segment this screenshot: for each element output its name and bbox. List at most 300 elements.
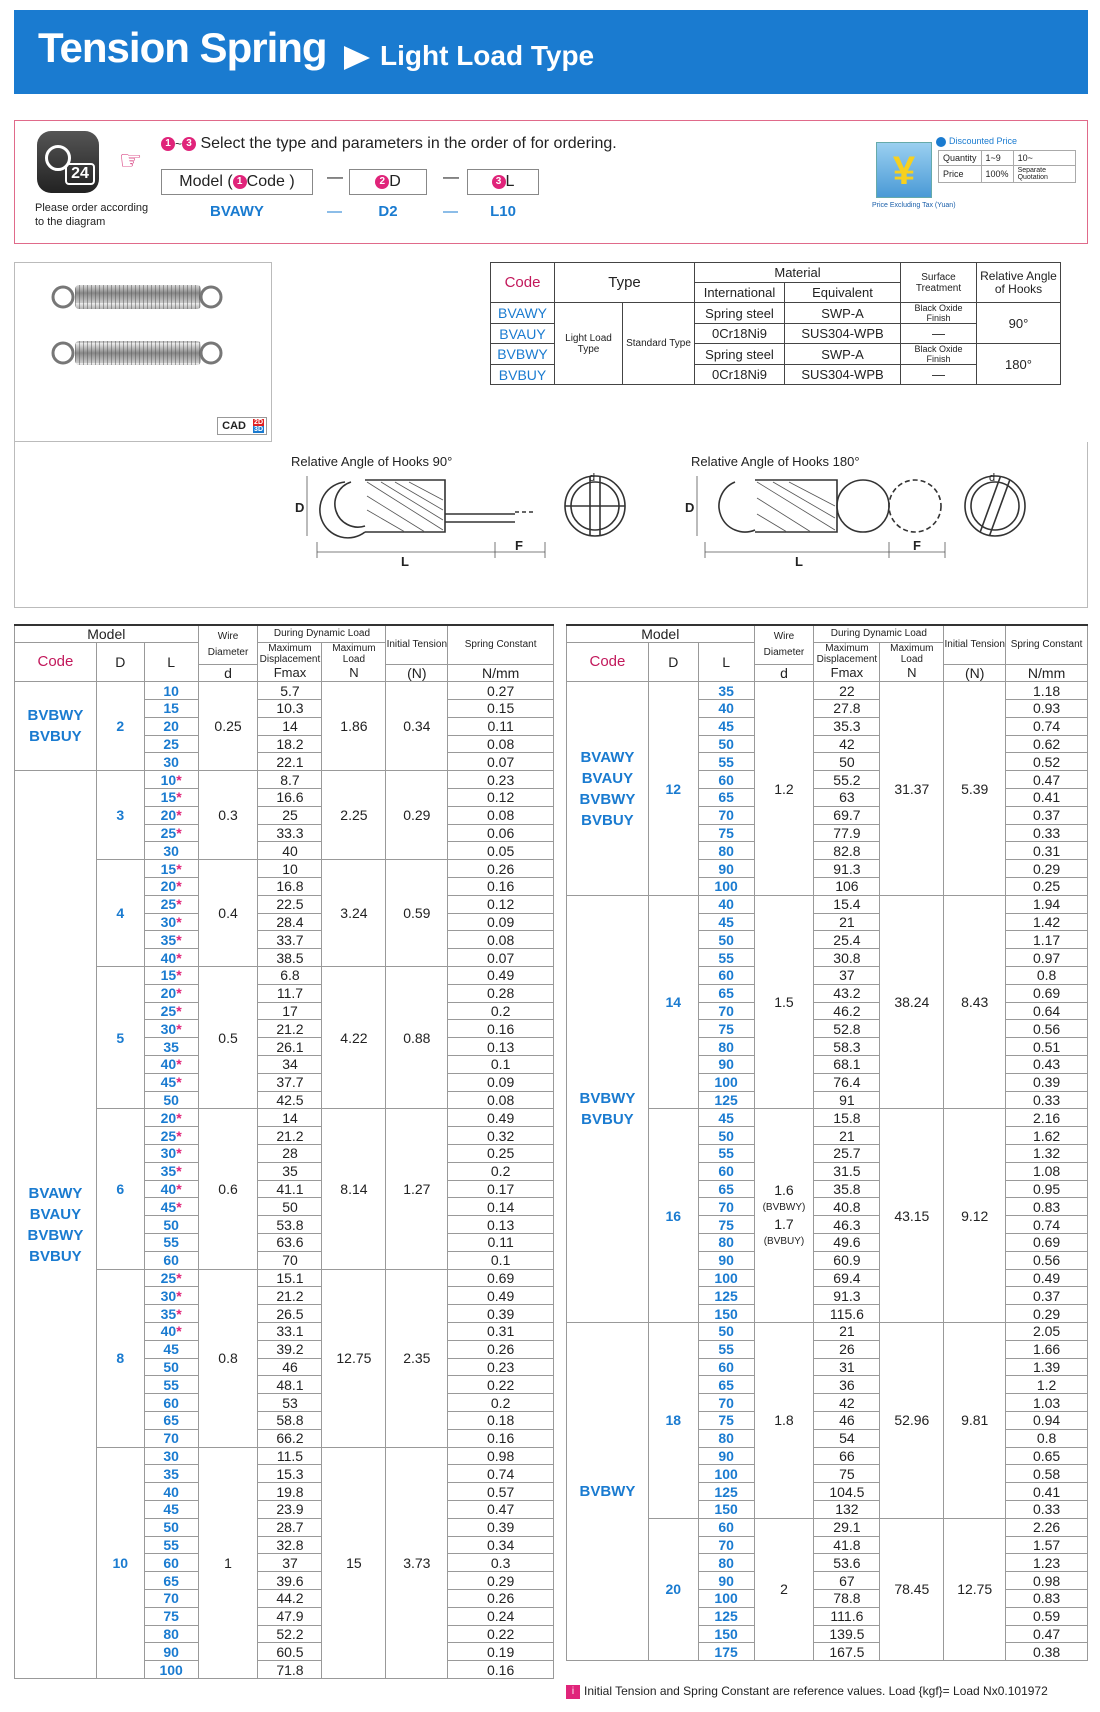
length-cell[interactable]: 90 xyxy=(698,860,754,878)
spring-constant-cell: 0.09 xyxy=(448,913,554,931)
length-cell[interactable]: 60 xyxy=(698,1358,754,1376)
length-cell[interactable]: 40 xyxy=(698,895,754,913)
length-cell[interactable]: 90 xyxy=(698,1056,754,1074)
l-box: 3 L xyxy=(467,169,539,195)
fmax-cell: 70 xyxy=(258,1251,322,1269)
spring-constant-cell: 0.09 xyxy=(448,1073,554,1091)
model-code-value: BVAWY xyxy=(210,203,264,220)
spring-constant-cell: 0.69 xyxy=(1006,984,1088,1002)
length-cell[interactable]: 90 xyxy=(144,1643,198,1661)
length-cell[interactable]: 20 xyxy=(144,717,198,735)
page-subtitle: Light Load Type xyxy=(380,40,595,71)
length-cell[interactable]: 20* xyxy=(144,1109,198,1127)
length-cell[interactable]: 20* xyxy=(144,984,198,1002)
table-row xyxy=(15,682,554,700)
length-cell[interactable]: 50 xyxy=(698,931,754,949)
length-cell[interactable]: 25* xyxy=(144,824,198,842)
spring-constant-cell: 0.28 xyxy=(448,984,554,1002)
model-code: BVBWY BVBUY xyxy=(567,895,649,1322)
length-cell[interactable]: 100 xyxy=(698,878,754,896)
spring-constant-cell: 0.49 xyxy=(448,1287,554,1305)
length-cell[interactable]: 40* xyxy=(144,1056,198,1074)
length-cell[interactable]: 55 xyxy=(698,1340,754,1358)
length-cell[interactable]: 70 xyxy=(144,1429,198,1447)
diagram-180-title: Relative Angle of Hooks 180° xyxy=(691,454,860,469)
spring-constant-cell: 0.2 xyxy=(448,1162,554,1180)
max-load-cell: 38.24 xyxy=(880,895,944,1109)
length-cell[interactable]: 80 xyxy=(698,1234,754,1252)
spring-constant-cell: 0.08 xyxy=(448,806,554,824)
spring-constant-cell: 0.18 xyxy=(448,1411,554,1429)
fmax-cell: 71.8 xyxy=(258,1661,322,1679)
length-cell[interactable]: 65 xyxy=(144,1572,198,1590)
fmax-cell: 37 xyxy=(258,1554,322,1572)
fmax-cell: 22 xyxy=(814,682,880,700)
length-cell[interactable]: 40* xyxy=(144,1322,198,1340)
length-cell[interactable]: 15 xyxy=(144,700,198,718)
length-cell[interactable]: 25* xyxy=(144,1002,198,1020)
wire-diameter-cell: 1.6 (BVBWY) 1.7 (BVBUY) xyxy=(754,1109,814,1323)
initial-tension-cell: 0.29 xyxy=(386,771,448,860)
length-cell[interactable]: 40 xyxy=(144,1483,198,1501)
diameter-cell: 3 xyxy=(96,771,144,860)
length-cell[interactable]: 75 xyxy=(144,1607,198,1625)
initial-tension-cell: 8.43 xyxy=(944,895,1006,1109)
fmax-cell: 35.8 xyxy=(814,1180,880,1198)
length-cell[interactable]: 30* xyxy=(144,1020,198,1038)
length-cell[interactable]: 20* xyxy=(144,878,198,896)
fmax-cell: 25.7 xyxy=(814,1145,880,1163)
wire-diameter-cell: 2 xyxy=(754,1518,814,1660)
length-cell[interactable]: 10 xyxy=(144,682,198,700)
length-cell[interactable]: 90 xyxy=(698,1447,754,1465)
spring-constant-cell: 0.33 xyxy=(1006,1500,1088,1518)
length-cell[interactable]: 35 xyxy=(698,682,754,700)
yen-icon: ¥ xyxy=(876,142,932,198)
spring-constant-cell: 0.47 xyxy=(448,1500,554,1518)
fmax-cell: 33.3 xyxy=(258,824,322,842)
spring-constant-cell: 0.26 xyxy=(448,1589,554,1607)
fmax-cell: 60.9 xyxy=(814,1251,880,1269)
spring-constant-cell: 1.18 xyxy=(1006,682,1088,700)
wire-diameter-cell: 1.8 xyxy=(754,1322,814,1518)
spring-constant-cell: 0.93 xyxy=(1006,700,1088,718)
length-cell[interactable]: 10* xyxy=(144,771,198,789)
fmax-cell: 31.5 xyxy=(814,1162,880,1180)
initial-tension-cell: 0.59 xyxy=(386,860,448,967)
length-cell[interactable]: 70 xyxy=(698,806,754,824)
fmax-cell: 63 xyxy=(814,789,880,807)
fmax-cell: 76.4 xyxy=(814,1073,880,1091)
spring-constant-cell: 0.38 xyxy=(1006,1643,1088,1661)
length-cell[interactable]: 100 xyxy=(698,1073,754,1091)
spring-constant-cell: 0.32 xyxy=(448,1127,554,1145)
spring-constant-cell: 0.51 xyxy=(1006,1038,1088,1056)
diameter-cell: 6 xyxy=(96,1109,144,1269)
length-cell[interactable]: 80 xyxy=(144,1625,198,1643)
length-cell[interactable]: 20* xyxy=(144,806,198,824)
length-cell[interactable]: 55 xyxy=(144,1376,198,1394)
diameter-cell: 8 xyxy=(96,1269,144,1447)
spring-constant-cell: 0.19 xyxy=(448,1643,554,1661)
spring-constant-cell: 0.16 xyxy=(448,878,554,896)
spring-constant-cell: 0.1 xyxy=(448,1251,554,1269)
fmax-cell: 55.2 xyxy=(814,771,880,789)
length-cell[interactable]: 60 xyxy=(698,1162,754,1180)
length-cell[interactable]: 40* xyxy=(144,1180,198,1198)
length-cell[interactable]: 30 xyxy=(144,842,198,860)
length-cell[interactable]: 80 xyxy=(698,1038,754,1056)
spring-constant-cell: 0.11 xyxy=(448,717,554,735)
spring-constant-cell: 0.16 xyxy=(448,1661,554,1679)
spring-constant-cell: 0.3 xyxy=(448,1554,554,1572)
length-cell[interactable]: 150 xyxy=(698,1305,754,1323)
fmax-cell: 91.3 xyxy=(814,1287,880,1305)
length-cell[interactable]: 75 xyxy=(698,824,754,842)
length-cell[interactable]: 60 xyxy=(144,1251,198,1269)
spring-constant-cell: 0.37 xyxy=(1006,806,1088,824)
length-cell[interactable]: 15* xyxy=(144,860,198,878)
fmax-cell: 111.6 xyxy=(814,1607,880,1625)
diameter-cell: 20 xyxy=(648,1518,698,1660)
fmax-cell: 15.1 xyxy=(258,1269,322,1287)
d-box: 2 D xyxy=(349,169,427,195)
length-cell[interactable]: 45 xyxy=(698,1109,754,1127)
length-cell[interactable]: 70 xyxy=(698,1536,754,1554)
spring-constant-cell: 0.74 xyxy=(1006,717,1088,735)
length-cell[interactable]: 35 xyxy=(144,1465,198,1483)
fmax-cell: 104.5 xyxy=(814,1483,880,1501)
spring-constant-cell: 0.24 xyxy=(448,1607,554,1625)
length-cell[interactable]: 80 xyxy=(698,1429,754,1447)
max-load-cell: 1.86 xyxy=(322,682,386,771)
length-cell[interactable]: 75 xyxy=(698,1411,754,1429)
spec-table-right: Model Wire Diameter During Dynamic Load Initial Tension Spring Constant Code D L Maximum Displacement Fmax Maximum Load N d (N) N/mm BVAWY BVAUY BVBWY BVBUY 12 35 1.2 22 31.37 5.39 1.18 40 27.8 0.93 45 35.3 0.74 50 42 0.62 55 50 0.52 60 55.2 0.47 65 63 0.41 70 69.7 0.37 75 77.9 0.33 80 82.8 0.31 90 91.3 0.29 100 106 0.25 BVBWY BVBUY 14 40 1.5 15.4 38.24 8.43 1.94 45 21 1.42 50 25.4 1.17 55 30.8 0.97 60 37 0.8 65 43.2 0.69 70 46.2 0.64 75 52.8 0.56 80 58.3 0.51 90 68.1 0.43 100 76.4 0.39 125 91 0.33 16 45 1.6 (BVBWY) 1.7 (BVBUY) 15.8 43.15 9.12 2.16 50 21 1.62 55 25.7 1.32 60 31.5 1.08 65 35.8 0.95 70 40.8 0.83 75 46.3 0.74 80 49.6 0.69 90 60.9 0.56 100 69.4 0.49 125 91.3 0.37 150 115.6 0.29 BVBWY 18 50 1.8 21 52.96 9.81 2.05 55 26 1.66 60 31 1.39 65 36 1.2 70 42 1.03 75 46 0.94 80 54 0.8 90 66 0.65 100 75 0.58 125 104.5 0.41 150 132 0.33 20 60 2 29.1 78.45 12.75 2.26 70 41.8 1.57 80 53.6 1.23 90 67 0.98 100 78.8 0.83 125 111.6 0.59 150 139.5 0.47 175 167.5 0.38 xyxy=(566,624,1088,1661)
length-cell[interactable]: 125 xyxy=(698,1287,754,1305)
diagram-90-title: Relative Angle of Hooks 90° xyxy=(291,454,453,469)
spring-constant-cell: 0.17 xyxy=(448,1180,554,1198)
spring-constant-cell: 0.98 xyxy=(1006,1572,1088,1590)
fmax-cell: 11.5 xyxy=(258,1447,322,1465)
fmax-cell: 25 xyxy=(258,806,322,824)
fmax-cell: 67 xyxy=(814,1572,880,1590)
spring-constant-cell: 0.34 xyxy=(448,1536,554,1554)
wire-diameter-cell: 0.5 xyxy=(198,967,258,1109)
fmax-cell: 16.8 xyxy=(258,878,322,896)
fmax-cell: 69.4 xyxy=(814,1269,880,1287)
model-code: BVBWY BVBUY xyxy=(15,682,97,771)
spring-constant-cell: 0.8 xyxy=(1006,967,1088,985)
spring-constant-cell: 0.47 xyxy=(1006,771,1088,789)
header-banner xyxy=(14,10,1088,94)
spring-constant-cell: 0.69 xyxy=(448,1269,554,1287)
fmax-cell: 8.7 xyxy=(258,771,322,789)
length-cell[interactable]: 150 xyxy=(698,1500,754,1518)
length-cell[interactable]: 45* xyxy=(144,1073,198,1091)
fmax-cell: 39.6 xyxy=(258,1572,322,1590)
length-cell[interactable]: 30* xyxy=(144,913,198,931)
spring-constant-cell: 1.32 xyxy=(1006,1145,1088,1163)
fmax-cell: 66.2 xyxy=(258,1429,322,1447)
max-load-cell: 4.22 xyxy=(322,967,386,1109)
length-cell[interactable]: 60 xyxy=(698,771,754,789)
length-cell[interactable]: 45* xyxy=(144,1198,198,1216)
footnote: i Initial Tension and Spring Constant are reference values. Load {kgf}= Load Nx0.101972 xyxy=(566,1684,1048,1699)
length-cell[interactable]: 80 xyxy=(698,1554,754,1572)
fmax-cell: 63.6 xyxy=(258,1234,322,1252)
length-cell[interactable]: 70 xyxy=(144,1589,198,1607)
length-cell[interactable]: 150 xyxy=(698,1625,754,1643)
length-cell[interactable]: 50 xyxy=(698,1322,754,1340)
length-cell[interactable]: 90 xyxy=(698,1251,754,1269)
length-cell[interactable]: 55 xyxy=(698,1145,754,1163)
fmax-cell: 75 xyxy=(814,1465,880,1483)
fmax-cell: 5.7 xyxy=(258,682,322,700)
length-cell[interactable]: 125 xyxy=(698,1091,754,1109)
fmax-cell: 26 xyxy=(814,1340,880,1358)
fmax-cell: 50 xyxy=(814,753,880,771)
length-cell[interactable]: 30 xyxy=(144,753,198,771)
spring-constant-cell: 0.11 xyxy=(448,1234,554,1252)
fmax-cell: 27.8 xyxy=(814,700,880,718)
length-cell[interactable]: 25* xyxy=(144,1127,198,1145)
spring-constant-cell: 1.08 xyxy=(1006,1162,1088,1180)
spring-constant-cell: 0.27 xyxy=(448,682,554,700)
length-cell[interactable]: 70 xyxy=(698,1002,754,1020)
length-cell[interactable]: 100 xyxy=(144,1661,198,1679)
length-cell[interactable]: 50 xyxy=(698,1127,754,1145)
spring-constant-cell: 0.69 xyxy=(1006,1234,1088,1252)
spring-constant-cell: 0.16 xyxy=(448,1020,554,1038)
length-cell[interactable]: 35 xyxy=(144,1038,198,1056)
fmax-cell: 78.8 xyxy=(814,1589,880,1607)
spring-constant-cell: 0.57 xyxy=(448,1483,554,1501)
fmax-cell: 33.1 xyxy=(258,1322,322,1340)
length-cell[interactable]: 90 xyxy=(698,1572,754,1590)
spring-constant-cell: 0.15 xyxy=(448,700,554,718)
fmax-cell: 30.8 xyxy=(814,949,880,967)
fmax-cell: 25.4 xyxy=(814,931,880,949)
length-cell[interactable]: 35* xyxy=(144,931,198,949)
length-cell[interactable]: 60 xyxy=(144,1394,198,1412)
model-code: BVAWY BVAUY BVBWY BVBUY xyxy=(15,771,97,1679)
length-cell[interactable]: 75 xyxy=(698,1020,754,1038)
fmax-cell: 54 xyxy=(814,1429,880,1447)
spring-constant-cell: 0.8 xyxy=(1006,1429,1088,1447)
spring-image xyxy=(15,263,273,403)
max-load-cell: 43.15 xyxy=(880,1109,944,1323)
length-cell[interactable]: 45 xyxy=(144,1500,198,1518)
model-code: BVAWY BVAUY BVBWY BVBUY xyxy=(567,682,649,896)
length-cell[interactable]: 50 xyxy=(698,735,754,753)
diameter-cell: 18 xyxy=(648,1322,698,1518)
fmax-cell: 10 xyxy=(258,860,322,878)
spring-constant-cell: 0.64 xyxy=(1006,1002,1088,1020)
spring-constant-cell: 0.62 xyxy=(1006,735,1088,753)
length-cell[interactable]: 50 xyxy=(144,1518,198,1536)
length-cell[interactable]: 65 xyxy=(144,1411,198,1429)
fmax-cell: 38.5 xyxy=(258,949,322,967)
length-cell[interactable]: 60 xyxy=(144,1554,198,1572)
initial-tension-cell: 9.12 xyxy=(944,1109,1006,1323)
length-cell[interactable]: 100 xyxy=(698,1465,754,1483)
length-cell[interactable]: 55 xyxy=(144,1234,198,1252)
length-cell[interactable]: 70 xyxy=(698,1198,754,1216)
spring-constant-cell: 0.74 xyxy=(1006,1216,1088,1234)
spring-constant-cell: 0.07 xyxy=(448,753,554,771)
spring-constant-cell: 1.39 xyxy=(1006,1358,1088,1376)
length-cell[interactable]: 40* xyxy=(144,949,198,967)
diameter-cell: 2 xyxy=(96,682,144,771)
fmax-cell: 42 xyxy=(814,1394,880,1412)
initial-tension-cell: 9.81 xyxy=(944,1322,1006,1518)
spring-constant-cell: 0.08 xyxy=(448,735,554,753)
wire-diameter-cell: 1 xyxy=(198,1447,258,1678)
spring-constant-cell: 0.22 xyxy=(448,1625,554,1643)
length-cell[interactable]: 65 xyxy=(698,984,754,1002)
length-cell[interactable]: 30 xyxy=(144,1447,198,1465)
spring-constant-cell: 0.98 xyxy=(448,1447,554,1465)
length-cell[interactable]: 80 xyxy=(698,842,754,860)
length-cell[interactable]: 125 xyxy=(698,1483,754,1501)
fmax-cell: 14 xyxy=(258,717,322,735)
spring-constant-cell: 1.42 xyxy=(1006,913,1088,931)
diameter-cell: 4 xyxy=(96,860,144,967)
fmax-cell: 44.2 xyxy=(258,1589,322,1607)
fmax-cell: 91.3 xyxy=(814,860,880,878)
wire-diameter-cell: 0.25 xyxy=(198,682,258,771)
spring-constant-cell: 0.47 xyxy=(1006,1625,1088,1643)
spring-constant-cell: 1.94 xyxy=(1006,895,1088,913)
length-cell[interactable]: 65 xyxy=(698,789,754,807)
fmax-cell: 50 xyxy=(258,1198,322,1216)
length-cell[interactable]: 55 xyxy=(144,1536,198,1554)
length-cell[interactable]: 30* xyxy=(144,1145,198,1163)
spring-constant-cell: 0.56 xyxy=(1006,1251,1088,1269)
fmax-cell: 32.8 xyxy=(258,1536,322,1554)
length-cell[interactable]: 50 xyxy=(144,1091,198,1109)
length-cell[interactable]: 65 xyxy=(698,1376,754,1394)
table-row xyxy=(567,1322,1088,1340)
length-cell[interactable]: 125 xyxy=(698,1607,754,1625)
initial-tension-cell: 0.88 xyxy=(386,967,448,1109)
order-instruction: 1 ~ 3 Select the type and parameters in the order of for ordering. xyxy=(161,135,617,153)
diameter-cell: 16 xyxy=(648,1109,698,1323)
initial-tension-cell: 1.27 xyxy=(386,1109,448,1269)
spring-constant-cell: 0.83 xyxy=(1006,1589,1088,1607)
length-cell[interactable]: 35* xyxy=(144,1162,198,1180)
fmax-cell: 42.5 xyxy=(258,1091,322,1109)
length-cell[interactable]: 15* xyxy=(144,789,198,807)
length-cell[interactable]: 60 xyxy=(698,967,754,985)
fmax-cell: 15.4 xyxy=(814,895,880,913)
length-cell[interactable]: 60 xyxy=(698,1518,754,1536)
spring-constant-cell: 0.13 xyxy=(448,1216,554,1234)
fmax-cell: 28.7 xyxy=(258,1518,322,1536)
spring-constant-cell: 0.16 xyxy=(448,1429,554,1447)
spring-constant-cell: 1.03 xyxy=(1006,1394,1088,1412)
length-cell[interactable]: 65 xyxy=(698,1180,754,1198)
spring-constant-cell: 0.26 xyxy=(448,1340,554,1358)
table-row xyxy=(567,895,1088,913)
spring-constant-cell: 0.25 xyxy=(1006,878,1088,896)
model-code-box: Model ( 1 Code ) xyxy=(161,169,313,195)
spring-constant-cell: 0.31 xyxy=(448,1322,554,1340)
length-cell[interactable]: 45 xyxy=(144,1340,198,1358)
length-cell[interactable]: 45 xyxy=(698,717,754,735)
length-cell[interactable]: 50 xyxy=(144,1216,198,1234)
spring-constant-cell: 0.26 xyxy=(448,860,554,878)
fmax-cell: 47.9 xyxy=(258,1607,322,1625)
spring-constant-cell: 0.12 xyxy=(448,895,554,913)
length-cell[interactable]: 25* xyxy=(144,1269,198,1287)
length-cell[interactable]: 100 xyxy=(698,1589,754,1607)
spring-constant-cell: 2.26 xyxy=(1006,1518,1088,1536)
max-load-cell: 8.14 xyxy=(322,1109,386,1269)
spring-constant-cell: 0.52 xyxy=(1006,753,1088,771)
fmax-cell: 37 xyxy=(814,967,880,985)
spring-constant-cell: 0.07 xyxy=(448,949,554,967)
diameter-cell: 10 xyxy=(96,1447,144,1678)
cad-badge[interactable]: CAD 2D 3D xyxy=(217,417,267,435)
length-cell[interactable]: 15* xyxy=(144,967,198,985)
price-table: Quantity 1~9 10~ Price 100% Separate Quotation xyxy=(938,150,1076,183)
fmax-cell: 21 xyxy=(814,913,880,931)
length-cell[interactable]: 40 xyxy=(698,700,754,718)
order-instructions: 24 Please order according to the diagram ☞ 1 ~ 3 Select the type and parameters in the order of for ordering. Model ( 1 Code ) — 2 D — 3 L BVAWY — D2 — L10 xyxy=(14,120,1088,244)
fmax-cell: 31 xyxy=(814,1358,880,1376)
spring-constant-cell: 0.43 xyxy=(1006,1056,1088,1074)
fmax-cell: 35.3 xyxy=(814,717,880,735)
fmax-cell: 21 xyxy=(814,1322,880,1340)
fmax-cell: 15.3 xyxy=(258,1465,322,1483)
length-cell[interactable]: 30* xyxy=(144,1287,198,1305)
initial-tension-cell: 2.35 xyxy=(386,1269,448,1447)
length-cell[interactable]: 75 xyxy=(698,1216,754,1234)
spring-constant-cell: 0.49 xyxy=(1006,1269,1088,1287)
length-cell[interactable]: 25 xyxy=(144,735,198,753)
spring-constant-cell: 0.29 xyxy=(1006,860,1088,878)
length-cell[interactable]: 50 xyxy=(144,1358,198,1376)
spring-constant-cell: 0.33 xyxy=(1006,1091,1088,1109)
fmax-cell: 46.2 xyxy=(814,1002,880,1020)
material-table: Code Type Material Surface Treatment Relative Angle of Hooks International Equivalent BVAWY Light Load Type Standard Type Spring steel SWP-A Black Oxide Finish 90° BVAUY 0Cr18Ni9 SUS304-WPB — BVBWY Spring steel SWP-A Black Oxide Finish 180° BVBUY 0Cr18Ni9 SUS304-WPB — xyxy=(490,262,1061,385)
fmax-cell: 41.1 xyxy=(258,1180,322,1198)
spring-constant-cell: 0.25 xyxy=(448,1145,554,1163)
length-cell[interactable]: 175 xyxy=(698,1643,754,1661)
length-cell[interactable]: 45 xyxy=(698,913,754,931)
fmax-cell: 41.8 xyxy=(814,1536,880,1554)
length-cell[interactable]: 70 xyxy=(698,1394,754,1412)
initial-tension-cell: 0.34 xyxy=(386,682,448,771)
max-load-cell: 31.37 xyxy=(880,682,944,896)
wire-diameter-cell: 0.6 xyxy=(198,1109,258,1269)
length-cell[interactable]: 55 xyxy=(698,753,754,771)
length-cell[interactable]: 100 xyxy=(698,1269,754,1287)
spring-constant-cell: 0.49 xyxy=(448,967,554,985)
spring-constant-cell: 0.22 xyxy=(448,1376,554,1394)
spring-constant-cell: 0.13 xyxy=(448,1038,554,1056)
fmax-cell: 58.8 xyxy=(258,1411,322,1429)
length-cell[interactable]: 55 xyxy=(698,949,754,967)
fmax-cell: 11.7 xyxy=(258,984,322,1002)
length-cell[interactable]: 35* xyxy=(144,1305,198,1323)
table-row xyxy=(567,682,1088,700)
spring-constant-cell: 0.2 xyxy=(448,1002,554,1020)
fmax-cell: 42 xyxy=(814,735,880,753)
fmax-cell: 21.2 xyxy=(258,1287,322,1305)
length-cell[interactable]: 25* xyxy=(144,895,198,913)
